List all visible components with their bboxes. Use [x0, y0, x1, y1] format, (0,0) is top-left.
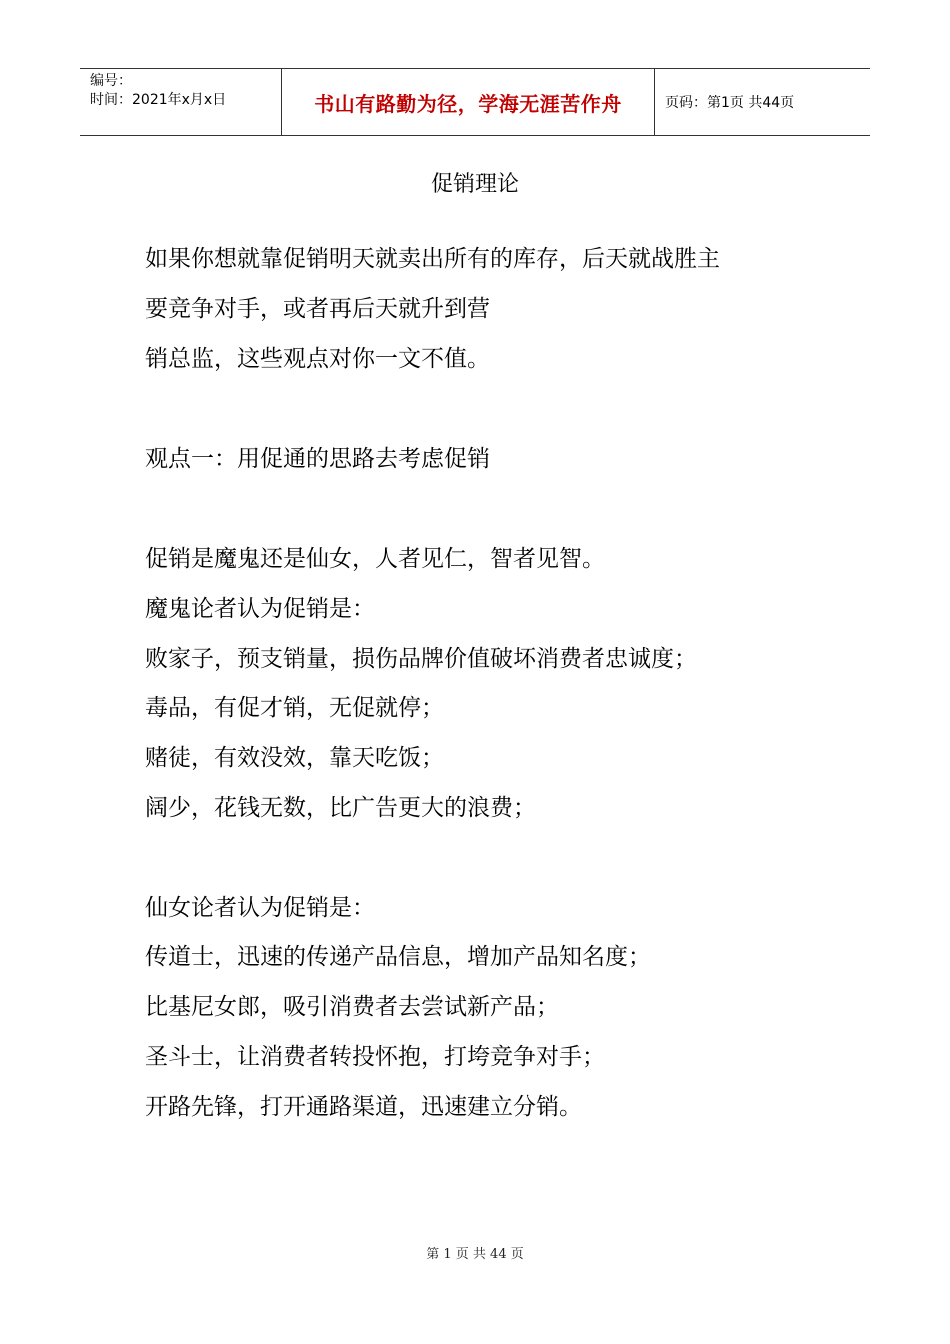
motto-text: 书山有路勤为径，学海无涯苦作舟	[314, 91, 622, 116]
paragraph-line: 仙女论者认为促销是：	[145, 895, 375, 921]
header-meta-cell	[80, 69, 281, 135]
paragraph-line: 魔鬼论者认为促销是：	[145, 596, 375, 622]
list-item: 毒品，有促才销，无促就停；	[145, 695, 444, 721]
paragraph-line: 如果你想就靠促销明天就卖出所有的库存，后天就战胜主	[145, 246, 720, 272]
serial-number-label: 编号：	[90, 73, 132, 89]
page-footer: 第 1 页 共 44 页	[426, 1247, 524, 1262]
list-item: 开路先锋，打开通路渠道，迅速建立分销。	[145, 1094, 582, 1120]
list-item: 圣斗士，让消费者转投怀抱，打垮竞争对手；	[145, 1044, 605, 1070]
list-item: 赌徒，有效没效，靠天吃饭；	[145, 745, 444, 771]
list-item: 阔少，花钱无数，比广告更大的浪费；	[145, 795, 536, 821]
list-item: 败家子，预支销量，损伤品牌价值破坏消费者忠诚度；	[145, 646, 697, 672]
document-title: 促销理论	[430, 172, 519, 197]
document-header	[80, 68, 870, 136]
list-item: 比基尼女郎，吸引消费者去尝试新产品；	[145, 994, 559, 1020]
section-heading: 观点一：用促通的思路去考虑促销	[145, 446, 490, 472]
header-motto-cell	[281, 69, 655, 135]
date-label: 时间：2021年x月x日	[90, 92, 227, 108]
header-page-cell	[655, 69, 870, 135]
paragraph-line: 要竞争对手，或者再后天就升到营	[145, 296, 490, 322]
paragraph-line: 促销是魔鬼还是仙女，人者见仁，智者见智。	[145, 546, 605, 572]
header-page-info: 页码：第1页 共44页	[665, 95, 795, 111]
list-item: 传道士，迅速的传递产品信息，增加产品知名度；	[145, 944, 651, 970]
paragraph-line: 销总监，这些观点对你一文不值。	[145, 346, 490, 372]
